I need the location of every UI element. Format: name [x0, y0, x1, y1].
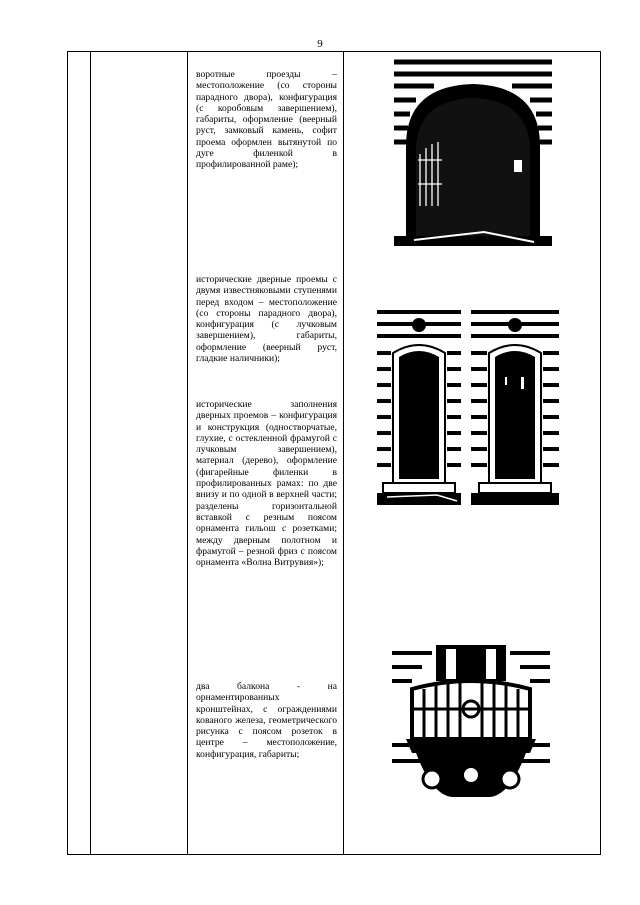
door-fill-description: исторические заполнения дверных проемов – конфигурация и конструкция (одностворчатые, глухие, с остекленной фрамугой с лучковым завершением), материал (дерево), оформление (фигарейные филенки в профилированных рамах: по две внизу и по одной в верхней части; разделены горизонтальной вставкой с резным поясом орнамента гильош с розетками; между дверным полотном и фрамугой – резной фриз с поясом орнамента «Волна Витрувия»); [196, 399, 337, 569]
gate-passage-description: воротные проезды – местоположение (со стороны парадного двора), конфигурация (с коробовым завершением), габариты, оформление (веерный руст, замковый камень, софит проема оформлен вытянутой по дуге филенкой в профилированной раме); [196, 69, 337, 171]
page-number: 9 [317, 38, 323, 50]
balcony-photo [392, 645, 550, 805]
doorway-description: исторические дверные проемы с двумя известняковыми ступенями перед входом – местоположение (со стороны парадного двора), конфигурация (с лучковым завершением), габариты, оформление (веерный руст, гладкие наличники); [196, 274, 337, 365]
doorway-photo-left [377, 307, 461, 505]
gate-passage-photo [394, 56, 552, 246]
doorway-photo-right [471, 307, 559, 505]
balcony-description: два балкона - на орнаментированных кронштейнах, с ограждениями кованого железа, геометрического рисунка с поясом розеток в центре – местоположение, конфигурация, габариты; [196, 681, 337, 760]
column-divider-3 [343, 52, 344, 854]
column-divider-1 [90, 52, 91, 854]
column-divider-2 [187, 52, 188, 854]
document-table [67, 51, 601, 855]
